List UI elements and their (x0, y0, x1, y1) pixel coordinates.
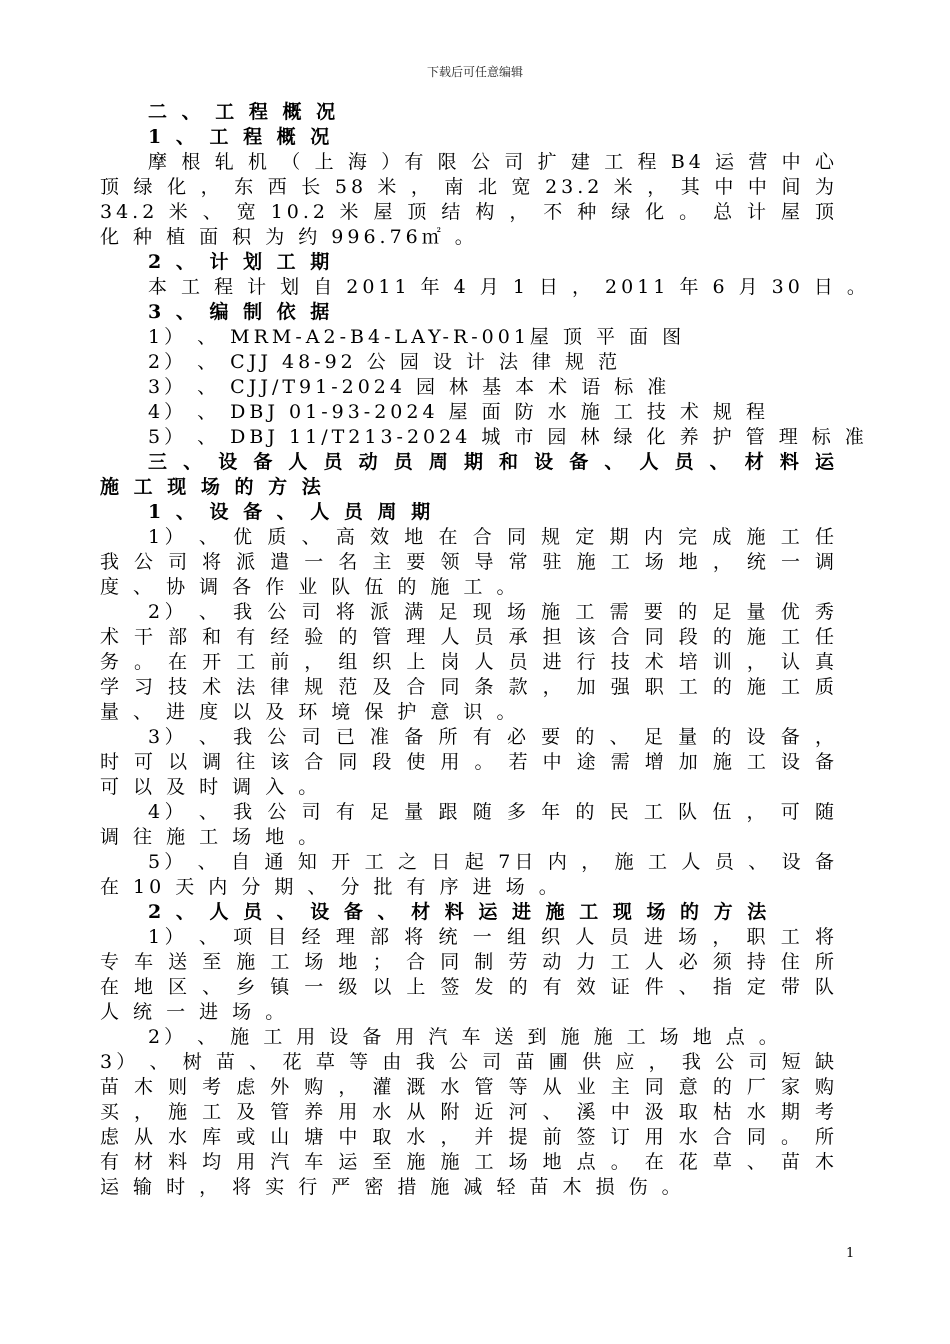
paragraph-line: 2） 、 我 公 司 将 派 满 足 现 场 施 工 需 要 的 足 量 优 秀 (148, 601, 838, 623)
list-item: 3） 、 CJJ/T91-2024 园 林 基 本 术 语 标 准 (148, 376, 671, 398)
list-item: 4） 、 DBJ 01-93-2024 屋 面 防 水 施 工 技 术 规 程 (148, 401, 769, 423)
paragraph-line: 度 、 协 调 各 作 业 队 伍 的 施 工 。 (100, 576, 520, 598)
subsection-heading: 1 、 设 备 、 人 员 周 期 (148, 501, 435, 523)
paragraph-line: 3） 、 树 苗 、 花 草 等 由 我 公 司 苗 圃 供 应 ， 我 公 司 短 缺 (100, 1051, 838, 1073)
paragraph-line: 苗 木 则 考 虑 外 购 ， 灌 溉 水 管 等 从 业 主 同 意 的 厂 家 购 (100, 1076, 838, 1098)
paragraph-line: 买 ， 施 工 及 管 养 用 水 从 附 近 河 、 溪 中 汲 取 枯 水 期 考 (100, 1101, 838, 1123)
paragraph-line: 摩 根 轧 机 （ 上 海 ）有 限 公 司 扩 建 工 程 B4 运 营 中 心 (148, 151, 838, 173)
paragraph-line: 虑 从 水 库 或 山 塘 中 取 水 ， 并 提 前 签 订 用 水 合 同 。 所 (100, 1126, 838, 1148)
subsection-heading: 3 、 编 制 依 据 (148, 301, 334, 323)
list-item: 1） 、 MRM-A2-B4-LAY-R-001屋 顶 平 面 图 (148, 326, 686, 348)
section-heading: 二 、 工 程 概 况 (148, 101, 340, 123)
page-header: 下载后可任意编辑 (426, 65, 523, 79)
paragraph-line: 化 种 植 面 积 为 约 996.76㎡ 。 (100, 226, 478, 248)
paragraph-line: 学 习 技 术 法 律 规 范 及 合 同 条 款 ， 加 强 职 工 的 施 工 质 (100, 676, 838, 698)
paragraph-line: 务 。 在 开 工 前 ， 组 织 上 岗 人 员 进 行 技 术 培 训 ， 认 真 (100, 651, 838, 673)
paragraph-line: 在 地 区 、 乡 镇 一 级 以 上 签 发 的 有 效 证 件 、 指 定 带 队 (100, 976, 838, 998)
page-number: 1 (846, 1246, 855, 1261)
paragraph-line: 3） 、 我 公 司 已 准 备 所 有 必 要 的 、 足 量 的 设 备 ， (148, 726, 838, 748)
paragraph-line: 顶 绿 化 ， 东 西 长 58 米 ， 南 北 宽 23.2 米 ， 其 中 中 间 为 (100, 176, 838, 198)
section-heading: 施 工 现 场 的 方 法 (100, 476, 325, 498)
paragraph-line: 2） 、 施 工 用 设 备 用 汽 车 送 到 施 施 工 场 地 点 。 (148, 1026, 782, 1048)
paragraph-line: 运 输 时 ， 将 实 行 严 密 措 施 减 轻 苗 木 损 伤 。 (100, 1176, 685, 1198)
section-heading: 三 、 设 备 人 员 动 员 周 期 和 设 备 、 人 员 、 材 料 运 (148, 451, 838, 473)
paragraph-line: 我 公 司 将 派 遣 一 名 主 要 领 导 常 驻 施 工 场 地 ， 统 一 调 (100, 551, 838, 573)
paragraph-line: 1） 、 项 目 经 理 部 将 统 一 组 织 人 员 进 场 ， 职 工 将 (148, 926, 838, 948)
paragraph-line: 1） 、 优 质 、 高 效 地 在 合 同 规 定 期 内 完 成 施 工 任 (148, 526, 838, 548)
list-item: 5） 、 DBJ 11/T213-2024 城 市 园 林 绿 化 养 护 管 理 标 准 (148, 426, 868, 448)
paragraph-line: 有 材 料 均 用 汽 车 运 至 施 施 工 场 地 点 。 在 花 草 、 苗 木 (100, 1151, 838, 1173)
paragraph-line: 人 统 一 进 场 。 (100, 1001, 289, 1023)
paragraph-line: 术 干 部 和 有 经 验 的 管 理 人 员 承 担 该 合 同 段 的 施 工 任 (100, 626, 838, 648)
document-body (100, 100, 870, 1200)
list-item: 2） 、 CJJ 48-92 公 园 设 计 法 律 规 范 (148, 351, 622, 373)
subsection-heading: 2 、 人 员 、 设 备 、 材 料 运 进 施 工 现 场 的 方 法 (148, 901, 771, 923)
paragraph-line: 可 以 及 时 调 入 。 (100, 776, 322, 798)
subsection-heading: 1 、 工 程 概 况 (148, 126, 334, 148)
paragraph-line: 在 10 天 内 分 期 、 分 批 有 序 进 场 。 (100, 876, 562, 898)
paragraph-line: 量 、 进 度 以 及 环 境 保 护 意 识 。 (100, 701, 520, 723)
subsection-heading: 2 、 计 划 工 期 (148, 251, 334, 273)
paragraph-line: 调 往 施 工 场 地 。 (100, 826, 322, 848)
paragraph-line: 4） 、 我 公 司 有 足 量 跟 随 多 年 的 民 工 队 伍 ， 可 随 (148, 801, 838, 823)
paragraph-line: 34.2 米 、 宽 10.2 米 屋 顶 结 构 ， 不 种 绿 化 。 总 计 屋 顶 (100, 201, 838, 223)
paragraph-line: 5） 、 自 通 知 开 工 之 日 起 7日 内 ， 施 工 人 员 、 设 备 (148, 851, 838, 873)
paragraph-line: 时 可 以 调 往 该 合 同 段 使 用 。 若 中 途 需 增 加 施 工 设 备 (100, 751, 838, 773)
paragraph-line: 本 工 程 计 划 自 2011 年 4 月 1 日 ， 2011 年 6 月 30 日 。 (148, 276, 870, 298)
paragraph-line: 专 车 送 至 施 工 场 地 ； 合 同 制 劳 动 力 工 人 必 须 持 住 所 (100, 951, 838, 973)
